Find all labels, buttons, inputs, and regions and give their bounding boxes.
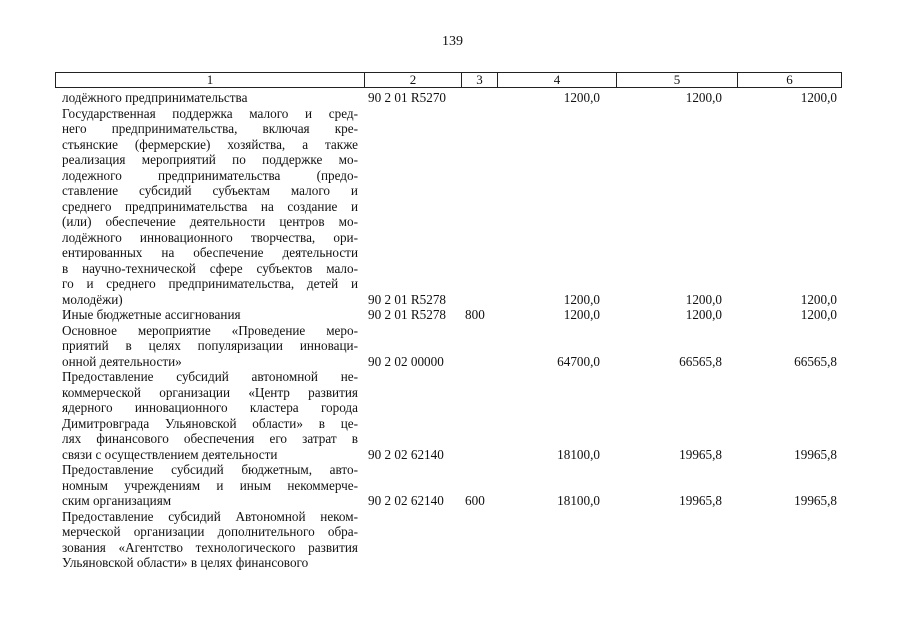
table-row bbox=[0, 323, 905, 370]
row-value-col-5: 1200,0 bbox=[685, 291, 722, 307]
row-value-col-5: 1200,0 bbox=[685, 307, 722, 322]
description-line: молодёжи) bbox=[62, 291, 123, 307]
description-line: ским организациям bbox=[62, 493, 172, 508]
description-line: зования «Агентство технологического развития bbox=[62, 539, 358, 555]
row-value-col-6: 19965,8 bbox=[794, 493, 837, 508]
row-code: 90 2 01 R5270 bbox=[368, 90, 447, 105]
row-value-col-5: 66565,8 bbox=[679, 353, 722, 369]
row-value-col-5: 1200,0 bbox=[685, 90, 722, 105]
description-line: ставление субсидий субъектам малого и bbox=[62, 183, 358, 198]
description-line: стьянские (фермерские) хозяйства, а также bbox=[62, 136, 358, 152]
description-line: мерческой организации дополнительного обра- bbox=[62, 524, 358, 539]
row-value-col-5: 19965,8 bbox=[679, 493, 722, 508]
row-value-col-6: 1200,0 bbox=[800, 291, 837, 307]
table-row bbox=[0, 462, 905, 509]
description-line: среднего предпринимательства на создание и bbox=[62, 198, 358, 214]
description-line: Предоставление субсидий бюджетным, авто- bbox=[62, 462, 358, 477]
row-code: 90 2 01 R5278 bbox=[368, 291, 447, 307]
row-value-col-6: 66565,8 bbox=[794, 353, 837, 369]
header-col-1: 1 bbox=[56, 73, 365, 87]
description-line: лодёжного инновационного творчества, ори- bbox=[62, 229, 358, 245]
header-col-2: 2 bbox=[365, 73, 462, 87]
row-value-col-4: 1200,0 bbox=[563, 90, 600, 105]
row-expense-type: 600 bbox=[465, 493, 485, 508]
row-description bbox=[62, 462, 358, 509]
description-line: ентированных на обеспечение деятельности bbox=[62, 245, 358, 260]
description-line: Предоставление субсидий Автономной неком- bbox=[62, 508, 358, 524]
table-row bbox=[0, 369, 905, 462]
row-description bbox=[62, 369, 358, 462]
description-line: (или) обеспечение деятельности центров мо- bbox=[62, 214, 358, 229]
row-value-col-6: 1200,0 bbox=[800, 90, 837, 105]
row-code: 90 2 02 62140 bbox=[368, 446, 444, 462]
row-description bbox=[62, 106, 358, 308]
row-description bbox=[62, 323, 358, 370]
row-value-col-4: 18100,0 bbox=[557, 493, 600, 508]
table-row bbox=[0, 307, 905, 323]
description-line: связи с осуществлением деятельности bbox=[62, 446, 278, 462]
description-line: приятий в целях популяризации инноваци- bbox=[62, 338, 358, 353]
description-line: лях финансового обеспечения его затрат в bbox=[62, 431, 358, 446]
description-line: Основное мероприятие «Проведение меро- bbox=[62, 322, 358, 338]
row-value-col-5: 19965,8 bbox=[679, 446, 722, 462]
row-value-col-4: 18100,0 bbox=[557, 446, 600, 462]
table-row bbox=[0, 90, 905, 106]
description-line: Ульяновской области» в целях финансового bbox=[62, 555, 309, 570]
description-line: него предпринимательства, включая кре- bbox=[62, 121, 358, 136]
row-code: 90 2 01 R5278 bbox=[368, 307, 447, 322]
description-line: лодежного предпринимательства (предо- bbox=[62, 167, 358, 183]
description-line: номным учреждениям и иным некоммерче- bbox=[62, 477, 358, 493]
description-line: лодёжного предпринимательства bbox=[62, 90, 248, 105]
table-row bbox=[0, 106, 905, 308]
description-line: онной деятельности» bbox=[62, 353, 182, 369]
header-col-5: 5 bbox=[617, 73, 738, 87]
row-description bbox=[62, 509, 358, 571]
description-line: Иные бюджетные ассигнования bbox=[62, 307, 241, 322]
row-description bbox=[62, 307, 358, 323]
row-value-col-4: 1200,0 bbox=[563, 291, 600, 307]
row-value-col-4: 1200,0 bbox=[563, 307, 600, 322]
header-col-4: 4 bbox=[498, 73, 617, 87]
table-header bbox=[55, 72, 842, 88]
row-expense-type: 800 bbox=[465, 307, 485, 322]
row-value-col-4: 64700,0 bbox=[557, 353, 600, 369]
description-line: реализация мероприятий по поддержке мо- bbox=[62, 152, 358, 167]
description-line: коммерческой организации «Центр развития bbox=[62, 384, 358, 400]
description-line: ядерного инновационного кластера города bbox=[62, 400, 358, 415]
row-code: 90 2 02 00000 bbox=[368, 353, 444, 369]
description-line: в научно-технической сфере субъектов мало- bbox=[62, 260, 358, 276]
row-description bbox=[62, 90, 358, 106]
header-col-6: 6 bbox=[786, 72, 793, 87]
description-line: Димитровграда Ульяновской области» в це- bbox=[62, 415, 358, 431]
row-code: 90 2 02 62140 bbox=[368, 493, 444, 508]
row-value-col-6: 19965,8 bbox=[794, 446, 837, 462]
description-line: Предоставление субсидий автономной не- bbox=[62, 369, 358, 384]
description-line: Государственная поддержка малого и сред- bbox=[62, 105, 358, 121]
description-line: го и среднего предпринимательства, детей и bbox=[62, 276, 358, 291]
header-col-3: 3 bbox=[462, 73, 498, 87]
page-number: 139 bbox=[442, 34, 463, 49]
row-value-col-6: 1200,0 bbox=[800, 307, 837, 322]
table-row bbox=[0, 509, 905, 571]
